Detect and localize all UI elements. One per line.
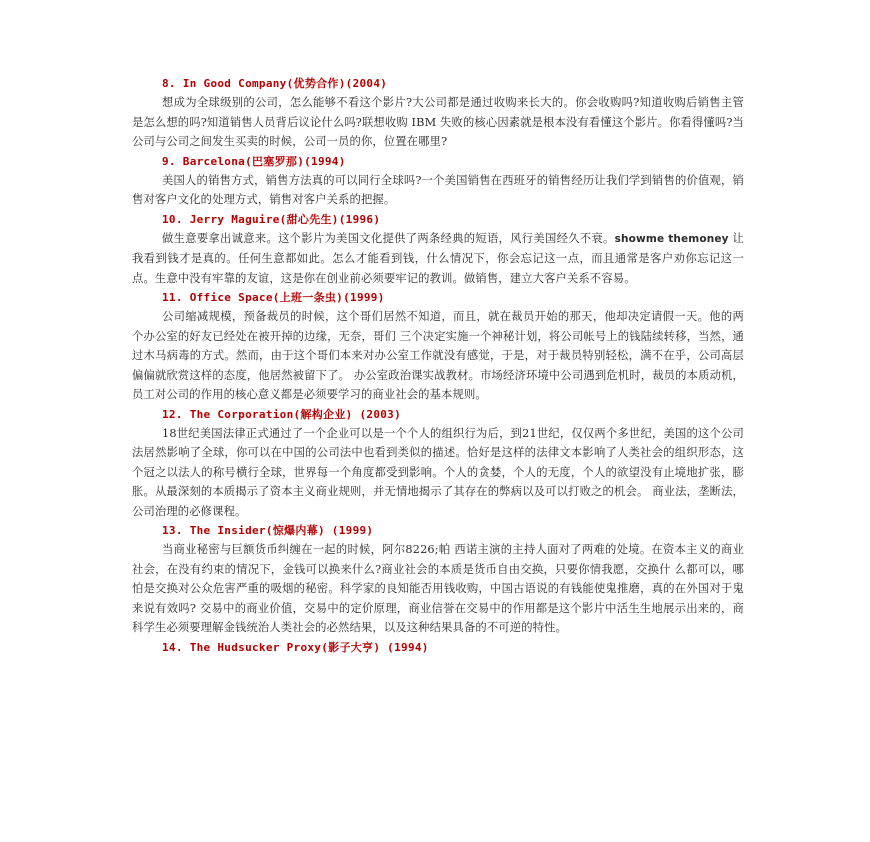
entry-body-11: 公司缩减规模，预备裁员的时候，这个哥们居然不知道，而且，就在裁员开始的那天，他却决定请假一天。他的两个办公室的好友已经处在被开掉的边缘，无奈，哥们 三个决定实施一个神秘计划，将公司帐号上的钱陆续转移，当然，通过木马病毒的方式。然而，由于这个哥们本来对办公室工作就没有感觉，于是，对于裁员特别轻松，满不在乎，公司高层偏偏就欣赏这样的态度，他居然被留下了。 办公室政治课实战教材。市场经济环境中公司遇到危机时，裁员的本质动机，员工对公司的作用的核心意义都是必须要学习的商业社会的基本规则。 bbox=[132, 310, 744, 401]
entry-title-11: 11. Office Space(上班一条虫)(1999) bbox=[162, 291, 385, 304]
entry-title-14: 14. The Hudsucker Proxy(影子大亨) (1994) bbox=[162, 640, 429, 654]
entry-body-10-pre: 做生意要拿出诚意来。这个影片为美国文化提供了两条经典的短语，风行美国经久不衰。 bbox=[162, 231, 615, 245]
entry-title-9: 9. Barcelona(巴塞罗那)(1994) bbox=[162, 154, 346, 168]
entry-title-13: 13. The Insider(惊爆内幕) (1999) bbox=[162, 524, 374, 537]
entry-body-10-phrase: showme themoney bbox=[614, 232, 729, 245]
document-page bbox=[132, 74, 744, 657]
entry-body-9: 美国人的销售方式，销售方法真的可以同行全球吗?一个美国销售在西班牙的销售经历让我们学到销售的价值观，销售对客户文化的处理方式，销售对客户关系的把握。 bbox=[132, 173, 744, 206]
entry-body-10 bbox=[132, 229, 744, 289]
entry-title-8: 8. In Good Company(优势合作)(2004) bbox=[162, 77, 388, 90]
entry-title-10: 10. Jerry Maguire(甜心先生)(1996) bbox=[162, 212, 381, 226]
entry-body-10-post: 让我看到钱才是真的。任何生意都如此。怎么才能看到钱，什么情况下，你会忘记这一点，而且通常是客户劝你忘记这一点。生意中没有牢靠的友谊，这是你在创业前必须要牢记的教训。做销售，建立大客户关系不容易。 bbox=[132, 231, 744, 285]
entry-title-12: 12. The Corporation(解构企业) (2003) bbox=[162, 407, 402, 421]
entry-body-13: 当商业秘密与巨额货币纠缠在一起的时候，阿尔8226;帕 西诺主演的主持人面对了两难的处境。在资本主义的商业社会，在没有约束的情况下，金钱可以换来什么?商业社会的本质是货币自由交换，只要你情我愿，交换什 么都可以，哪怕是交换对公众危害严重的吸烟的秘密。科学家的良知能否用钱收购，中国古语说的有钱能使鬼推磨，真的在外国对于鬼来说有效吗? 交易中的商业价值，交易中的定价原理，商业信誉在交易中的作用都是这个影片中活生生地展示出来的，商科学生必须要理解金钱统治人类社会的必然结果，以及这种结果具备的不可逆的特性。 bbox=[132, 543, 744, 634]
entry-body-12: 18世纪美国法律正式通过了一个企业可以是一个个人的组织行为后，到21世纪，仅仅两个多世纪，美国的这个公司法居然影响了全球，你可以在中国的公司法中也看到类似的描述。恰好是这样的法律文本影响了人类社会的组织形态，这个冠之以法人的称号横行全球，世界每一个角度都受到影响。个人的贪婪，个人的无度，个人的欲望没有止境地扩张，膨胀。从最深刻的本质揭示了资本主义商业规则，并无情地揭示了其存在的弊病以及可以打败之的机会。 商业法，垄断法，公司治理的必修课程。 bbox=[132, 426, 744, 518]
entry-body-8: 想成为全球级别的公司，怎么能够不看这个影片?大公司都是通过收购来长大的。你会收购吗?知道收购后销售主管是怎么想的吗?知道销售人员背后议论什么吗?联想收购 IBM 失败的核心因素就是根本没有看懂这个影片。你看得懂吗?当公司与公司之间发生买卖的时候，公司一员的你，位置在哪里? bbox=[132, 96, 744, 148]
